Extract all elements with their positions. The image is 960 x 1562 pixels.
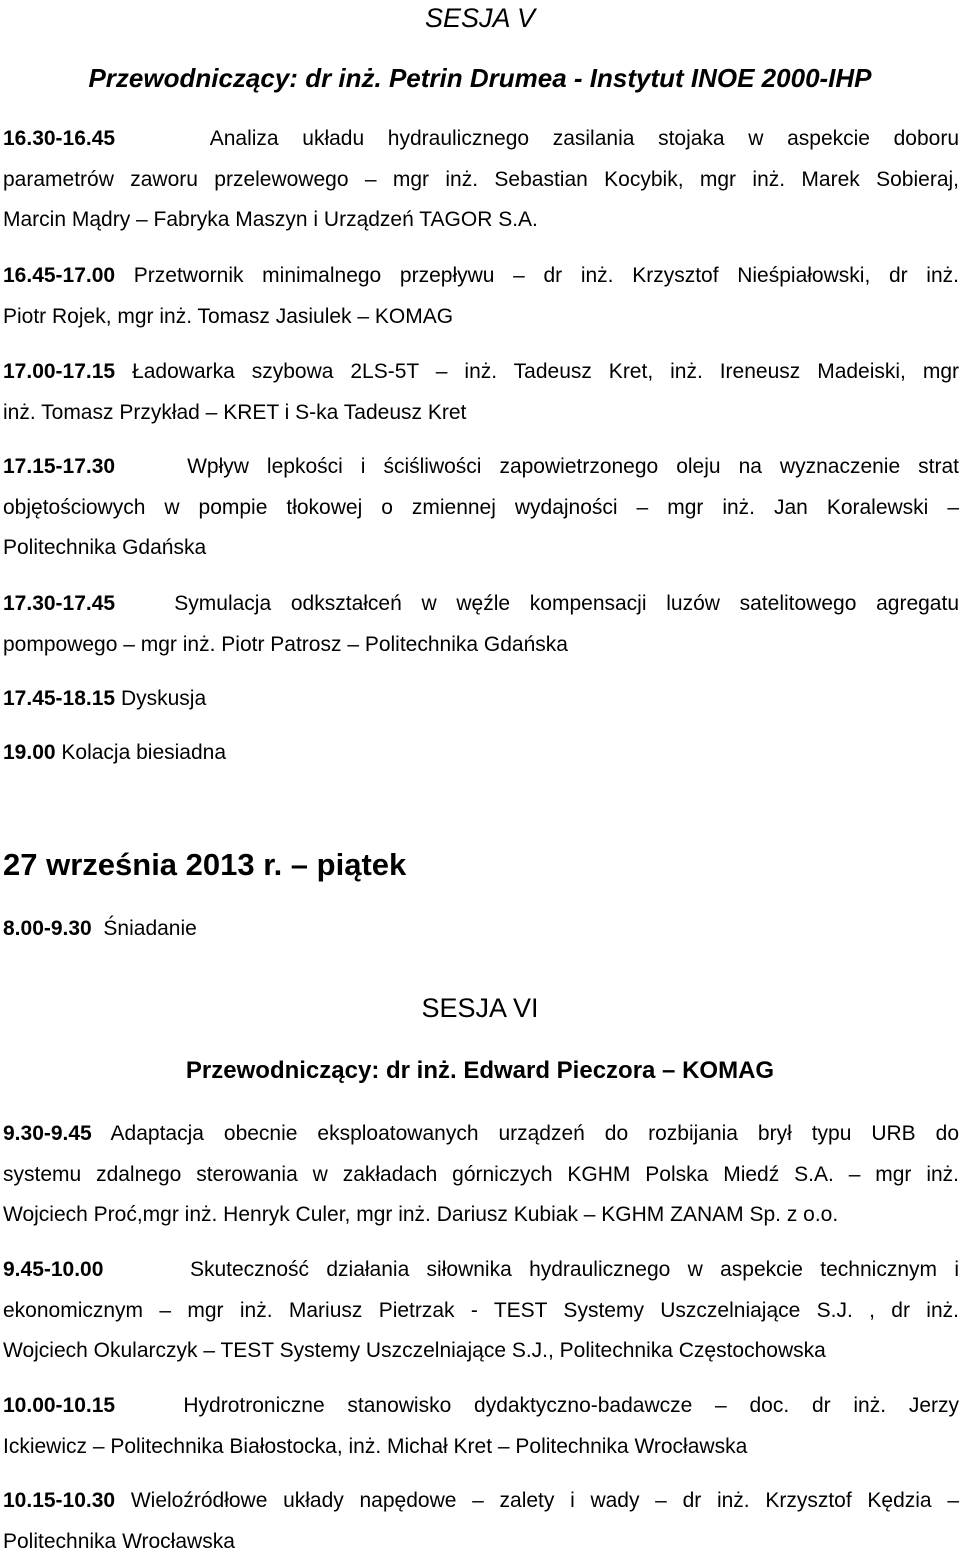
agenda-item — [3, 1114, 959, 1236]
agenda-time: 8.00-9.30 — [3, 917, 92, 940]
agenda-line — [3, 733, 959, 774]
agenda-item — [3, 256, 959, 337]
agenda-text: Przetwornik minimalnego przepływu – dr inż. Krzysztof Nieśpiałowski, dr inż. — [134, 264, 959, 287]
agenda-line: objętościowych w pompie tłokowej o zmiennej wydajności – mgr inż. Jan Koralewski – — [3, 488, 959, 529]
agenda-text: Adaptacja obecnie eksploatowanych urządzeń do rozbijania brył typu URB do — [111, 1122, 959, 1145]
agenda-item — [3, 679, 959, 720]
agenda-item — [3, 447, 959, 569]
agenda-line: systemu zdalnego sterowania w zakładach górniczych KGHM Polska Miedź S.A. – mgr inż. — [3, 1155, 959, 1196]
agenda-line: inż. Tomasz Przykład – KRET i S-ka Tadeusz Kret — [3, 393, 959, 434]
agenda-line — [3, 679, 959, 720]
agenda-line: Wojciech Okularczyk – TEST Systemy Uszczelniające S.J., Politechnika Częstochowska — [3, 1331, 959, 1372]
agenda-line — [3, 584, 959, 625]
agenda-line: parametrów zaworu przelewowego – mgr inż. Sebastian Kocybik, mgr inż. Marek Sobieraj, — [3, 160, 959, 201]
agenda-line — [3, 1386, 959, 1427]
agenda-item — [3, 352, 959, 433]
agenda-item — [3, 1481, 959, 1562]
agenda-text: Analiza układu hydraulicznego zasilania stojaka w aspekcie doboru — [210, 127, 959, 150]
agenda-line — [3, 1481, 959, 1522]
session-5-chair: Przewodniczący: dr inż. Petrin Drumea - Instytut INOE 2000-IHP — [0, 62, 960, 94]
agenda-line — [3, 1114, 959, 1155]
agenda-text: Wpływ lepkości i ściśliwości zapowietrzonego oleju na wyznaczenie strat — [187, 455, 959, 478]
agenda-item — [3, 733, 959, 774]
agenda-line: pompowego – mgr inż. Piotr Patrosz – Politechnika Gdańska — [3, 625, 959, 666]
agenda-line: ekonomicznym – mgr inż. Mariusz Pietrzak - TEST Systemy Uszczelniające S.J. , dr inż. — [3, 1291, 959, 1332]
agenda-line: Politechnika Gdańska — [3, 528, 959, 569]
agenda-item — [3, 1386, 959, 1467]
agenda-text: Symulacja odkształceń w węźle kompensacji luzów satelitowego agregatu — [174, 592, 959, 615]
session-6-chair: Przewodniczący: dr inż. Edward Pieczora – KOMAG — [0, 1055, 960, 1087]
agenda-time: 16.45-17.00 — [3, 264, 115, 287]
agenda-time: 17.00-17.15 — [3, 360, 115, 383]
agenda-text: Śniadanie — [103, 917, 196, 940]
agenda-text: Skuteczność działania siłownika hydraulicznego w aspekcie technicznym i — [190, 1258, 959, 1281]
agenda-time: 17.15-17.30 — [3, 455, 115, 478]
agenda-time: 17.30-17.45 — [3, 592, 115, 615]
agenda-time: 9.30-9.45 — [3, 1122, 92, 1145]
agenda-text: Wieloźródłowe układy napędowe – zalety i wady – dr inż. Krzysztof Kędzia – — [131, 1489, 959, 1512]
agenda-text: Ładowarka szybowa 2LS-5T – inż. Tadeusz Kret, inż. Ireneusz Madeiski, mgr — [132, 360, 959, 383]
agenda-time: 9.45-10.00 — [3, 1258, 103, 1281]
agenda-time: 10.15-10.30 — [3, 1489, 115, 1512]
agenda-text: Kolacja biesiadna — [61, 741, 226, 764]
agenda-time: 10.00-10.15 — [3, 1394, 115, 1417]
agenda-line: Politechnika Wrocławska — [3, 1522, 959, 1562]
agenda-line — [3, 447, 959, 488]
agenda-time: 19.00 — [3, 741, 56, 764]
agenda-line — [3, 119, 959, 160]
agenda-line — [3, 1250, 959, 1291]
agenda-line: Piotr Rojek, mgr inż. Tomasz Jasiulek – KOMAG — [3, 297, 959, 338]
agenda-line — [3, 256, 959, 297]
agenda-time: 17.45-18.15 — [3, 687, 115, 710]
agenda-item — [3, 584, 959, 665]
agenda-time: 16.30-16.45 — [3, 127, 115, 150]
agenda-line — [3, 352, 959, 393]
agenda-line: Marcin Mądry – Fabryka Maszyn i Urządzeń TAGOR S.A. — [3, 200, 959, 241]
day-date-heading: 27 września 2013 r. – piątek — [3, 845, 959, 885]
breakfast-item — [3, 909, 959, 950]
agenda-text: Hydrotroniczne stanowisko dydaktyczno-badawcze – doc. dr inż. Jerzy — [183, 1394, 959, 1417]
session-6-title: SESJA VI — [0, 992, 960, 1024]
agenda-item — [3, 1250, 959, 1372]
agenda-item — [3, 119, 959, 241]
agenda-line: Ickiewicz – Politechnika Białostocka, inż. Michał Kret – Politechnika Wrocławska — [3, 1427, 959, 1468]
agenda-text: Dyskusja — [121, 687, 206, 710]
agenda-line: Wojciech Proć,mgr inż. Henryk Culer, mgr inż. Dariusz Kubiak – KGHM ZANAM Sp. z o.o. — [3, 1195, 959, 1236]
session-5-title: SESJA V — [0, 2, 960, 34]
